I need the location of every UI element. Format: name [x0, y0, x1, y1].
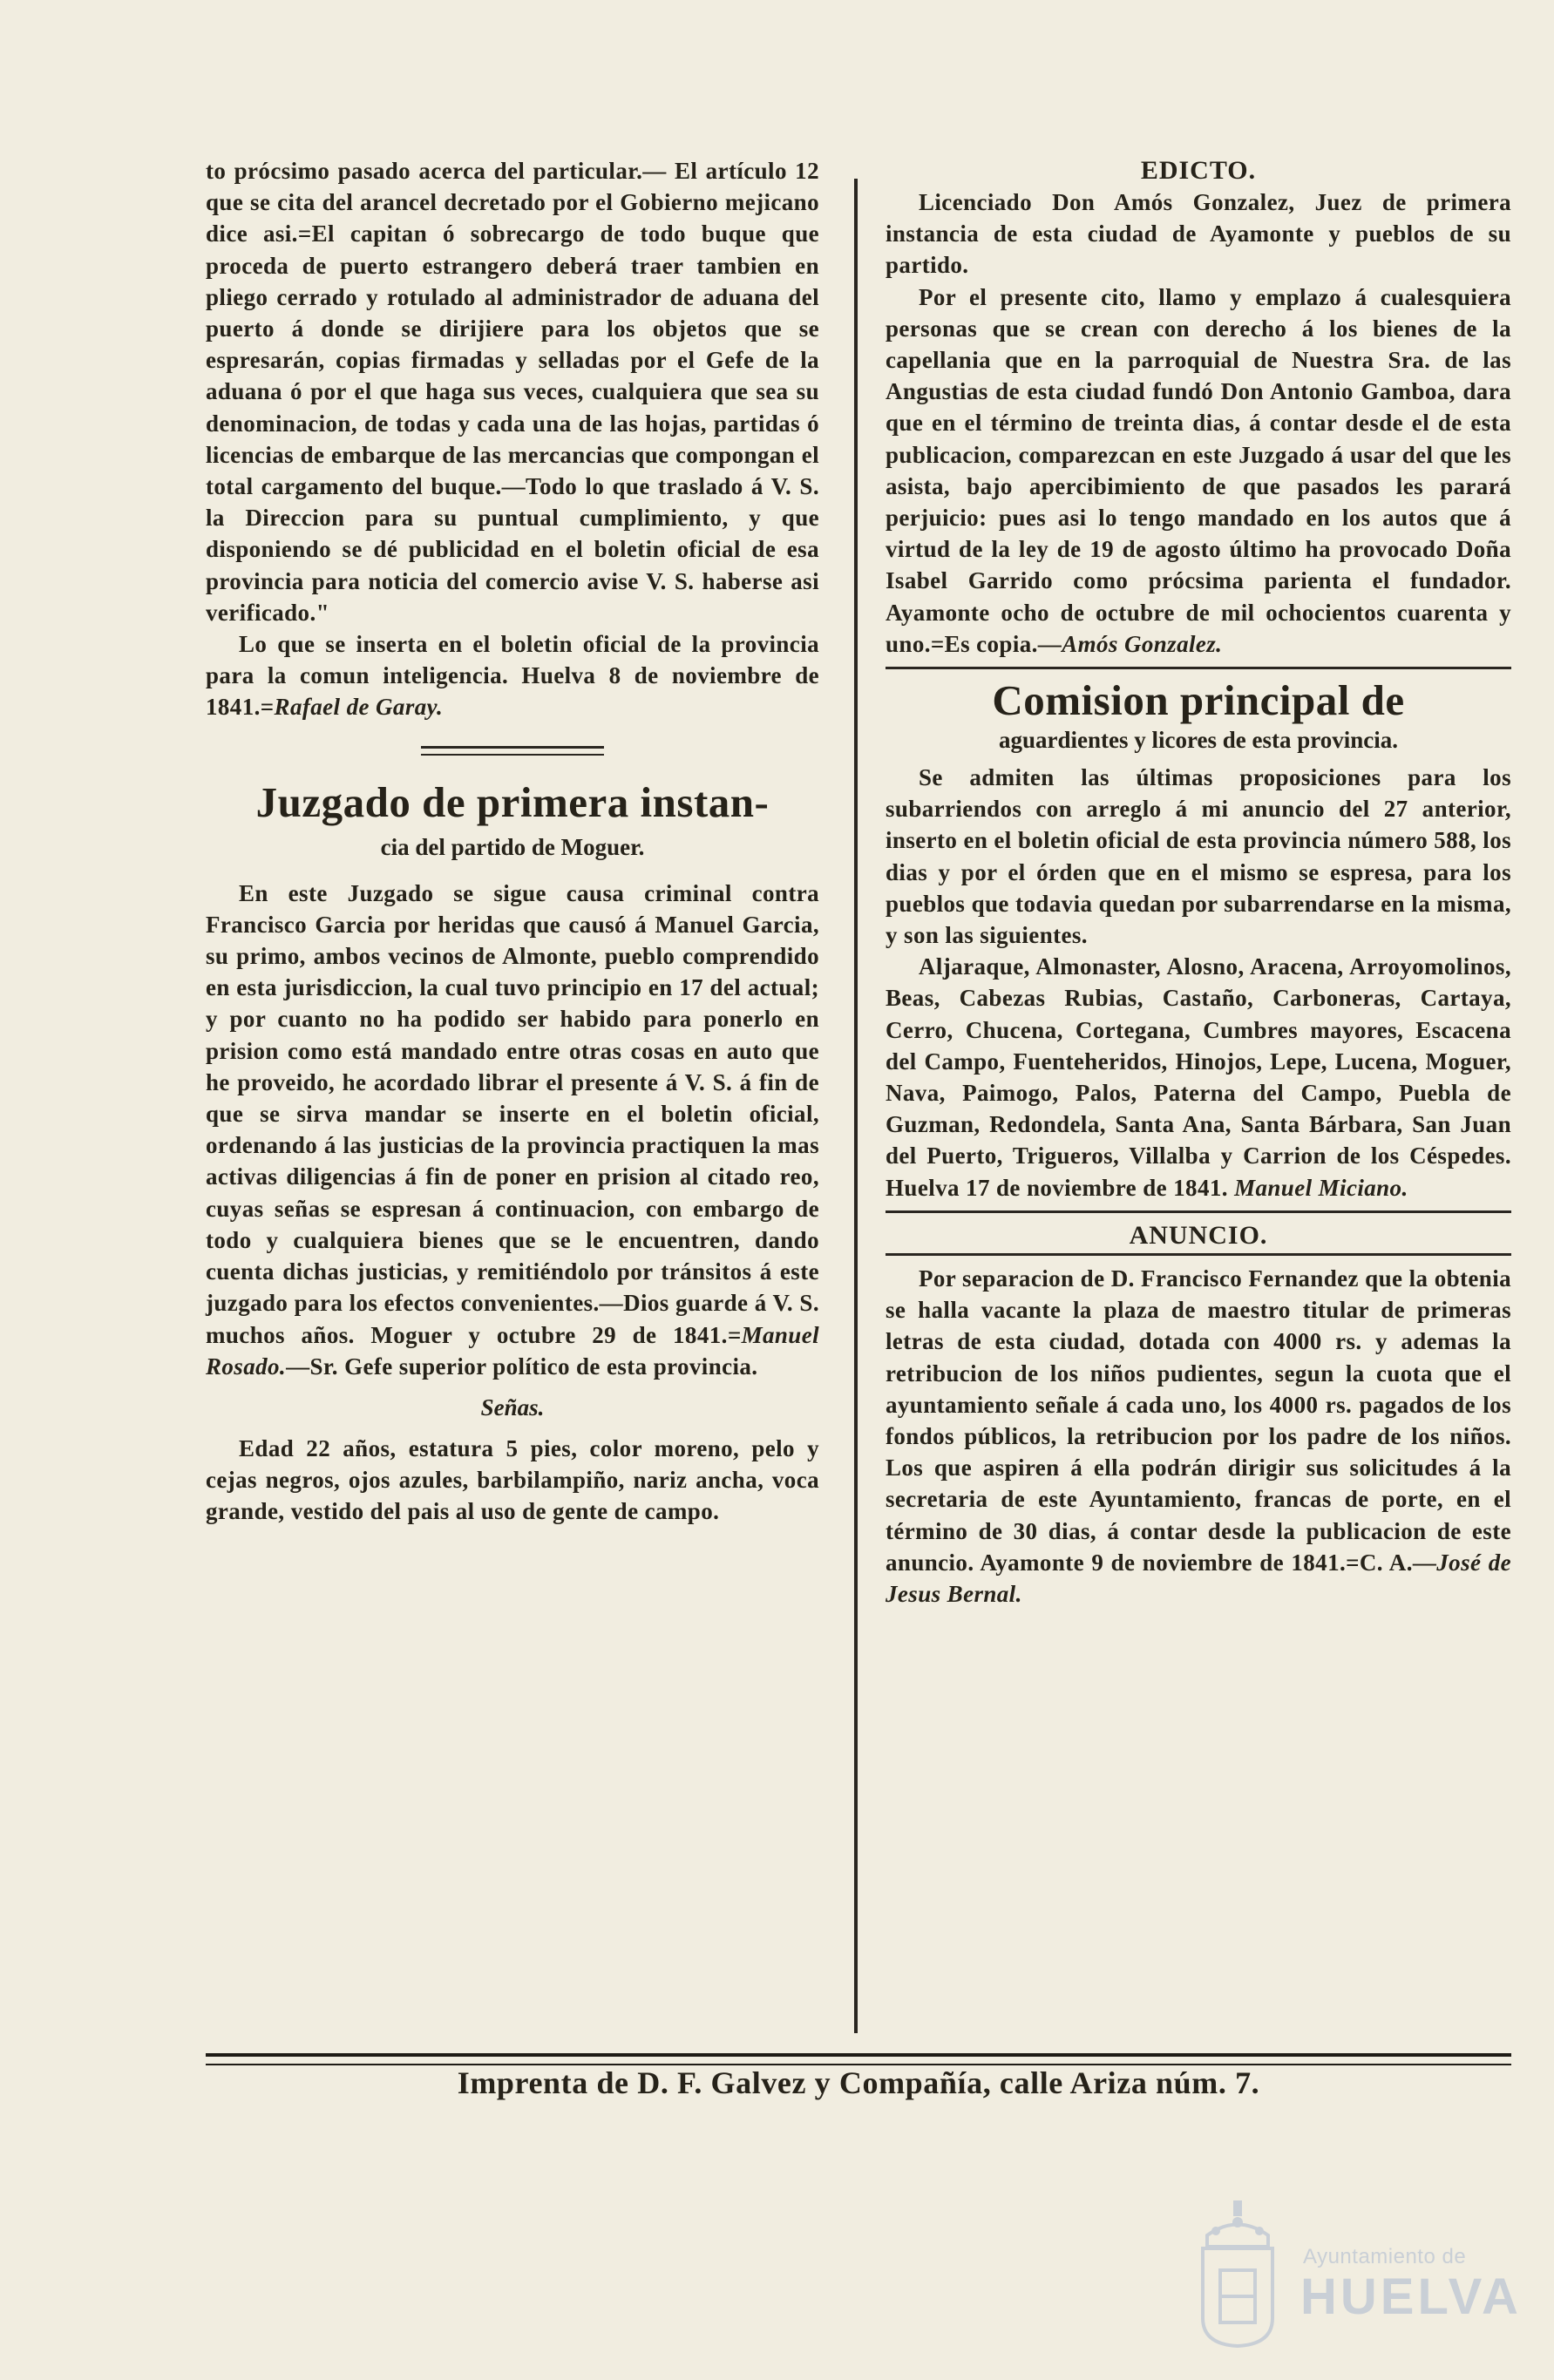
- left-paragraph-1: to prócsimo pasado acerca del particular.— El artículo 12 que se cita del arancel decretado por el Gobierno mejicano dice asi.=El capitan ó sobrecargo de todo buque que proceda de puerto estrangero deberá traer tambien en pliego cerrado y rotulado al administrador de aduana del puerto á donde se dirijiere para los objetos que se espresarán, copias firmadas y selladas por el Gefe de la aduana ó por el que haga sus veces, cualquiera que sea su denominacion, de todas y cada una de las hojas, partidas ó licencias de embarque de las mercancias que compongan el total cargamento del buque.—Todo lo que traslado á V. S. la Direccion para su puntual cumplimiento, y que disponiendo se dé publicidad en el boletin oficial de esa provincia para noticia del comercio avise V. S. haberse asi verificado.": [206, 158, 819, 626]
- watermark-line-2: HUELVA: [1300, 2268, 1522, 2325]
- left-paragraph-3: En este Juzgado se sigue causa criminal contra Francisco Garcia por heridas que causó á Manuel Garcia, su primo, ambos vecinos de Almonte, pueblo comprendido en esta jurisdiccion, la cual tuvo principio en 17 del actual; y por cuanto no ha podido ser habido para ponerlo en prision como está mandado entre otras cosas en auto que he proveido, he acordado librar el presente á V. S. á fin de que se sirva mandar se inserte en el boletin oficial, ordenando á las justicias de la provincia practiquen la mas activas diligencias á fin de poner en prision al citado reo, cuyas señas se espresan á continuacion, con embargo de todo y cualquiera bienes que se le encuentren, dando cuenta dichas justicias, y remitiéndolo por tránsitos á este juzgado para los efectos convenientes.—Dios guarde á V. S. muchos años. Moguer y octubre 29 de 1841.=Manuel Rosado.—Sr. Gefe superior político de esta provincia.: [206, 879, 819, 1380]
- left-paragraph-2: Lo que se inserta en el boletin oficial de la provincia para la comun inteligencia. Huelva 8 de noviembre de 1841.=Rafael de Garay.: [206, 631, 819, 721]
- huelva-watermark: [1185, 2196, 1525, 2353]
- section-separator: [421, 746, 604, 756]
- juzgado-title: Juzgado de primera instan-: [255, 777, 770, 826]
- imprint-line: Imprenta de D. F. Galvez y Compañía, calle Ariza núm. 7.: [457, 2065, 1260, 2100]
- left-column: [206, 155, 819, 1528]
- separator-1: [886, 667, 1511, 669]
- juzgado-subtitle: cia del partido de Moguer.: [380, 833, 645, 860]
- comision-subtitle: aguardientes y licores de esta provincia.: [999, 727, 1398, 754]
- separator-2: [886, 1210, 1511, 1213]
- left-paragraph-4: Edad 22 años, estatura 5 pies, color moreno, pelo y cejas negros, ojos azules, barbilampiño, nariz ancha, voca grande, vestido del pais al uso de gente de campo.: [206, 1434, 819, 1525]
- right-paragraph-4: Aljaraque, Almonaster, Alosno, Aracena, Arroyomolinos, Beas, Cabezas Rubias, Castaño, Carboneras, Cartaya, Cerro, Chucena, Cortegana, Cumbres mayores, Escacena del Campo, Fuenteheridos, Hinojos, Lepe, Lucena, Moguer, Nava, Paimogo, Palos, Paterna del Campo, Puebla de Guzman, Redondela, Santa Ana, Santa Bárbara, San Juan del Puerto, Trigueros, Villalba y Carrion de los Céspedes. Huelva 17 de noviembre de 1841. Manuel Miciano.: [886, 953, 1511, 1201]
- signature-jose-bernal: José de Jesus Bernal.: [886, 1549, 1511, 1607]
- signature-rafael: Rafael de Garay.: [274, 694, 444, 721]
- signature-manuel-miciano: Manuel Miciano.: [1234, 1174, 1408, 1201]
- coat-of-arms-icon: [1185, 2196, 1290, 2353]
- watermark-line-1: Ayuntamiento de: [1303, 2245, 1467, 2268]
- edicto-title: EDICTO.: [1140, 156, 1257, 185]
- column-divider: [854, 179, 858, 2033]
- anuncio-title: ANUNCIO.: [1129, 1220, 1268, 1250]
- right-paragraph-3: Se admiten las últimas proposiciones para los subarriendos con arreglo á mi anuncio del 27 anterior, inserto en el boletin oficial de esta provincia número 588, los dias y por el órden que en el mismo se espresa, para los pueblos que todavia quedan por subarrendarse en la misma, y son las siguientes.: [886, 764, 1511, 949]
- right-paragraph-5: Por separacion de D. Francisco Fernandez que la obtenia se halla vacante la plaza de maestro titular de primeras letras de esta ciudad, dotada con 4000 rs. y ademas la retribucion de los niños pudientes, segun la cuota que el ayuntamiento señale á cada uno, los 4000 rs. pagados de los fondos públicos, la retribucion por los padre de los niños. Los que aspiren á ella podrán dirigir sus solicitudes á la secretaria de este Ayuntamiento, francas de porte, en el término de 30 dias, á contar desde la publicacion de este anuncio. Ayamonte 9 de noviembre de 1841.=C. A.—José de Jesus Bernal.: [886, 1265, 1511, 1607]
- senas-title: Señas.: [480, 1393, 545, 1421]
- comision-title: Comision principal de: [992, 676, 1405, 725]
- right-paragraph-1: Licenciado Don Amós Gonzalez, Juez de primera instancia de esta ciudad de Ayamonte y pueblos de su partido.: [886, 189, 1511, 279]
- right-column: [886, 155, 1511, 1610]
- right-paragraph-2: Por el presente cito, llamo y emplazo á cualesquiera personas que se crean con derecho á los bienes de la capellania que en la parroquial de Nuestra Sra. de las Angustias de esta ciudad fundó Don Antonio Gamboa, dara que en el término de treinta dias, á contar desde el de esta publicacion, comparezcan en este Juzgado á usar del que les asista, bajo apercibimiento de que pasados les parará perjuicio: pues asi lo tengo mandado en los autos que á virtud de la ley de 19 de agosto último ha provocado Doña Isabel Garrido como prócsima parienta el fundador. Ayamonte ocho de octubre de mil ochocientos cuarenta y uno.=Es copia.—Amós Gonzalez.: [886, 283, 1511, 657]
- signature-manuel-rosado: =Manuel Rosado.: [206, 1321, 819, 1380]
- signature-amos: Amós Gonzalez.: [1062, 630, 1223, 657]
- separator-3: [886, 1253, 1511, 1256]
